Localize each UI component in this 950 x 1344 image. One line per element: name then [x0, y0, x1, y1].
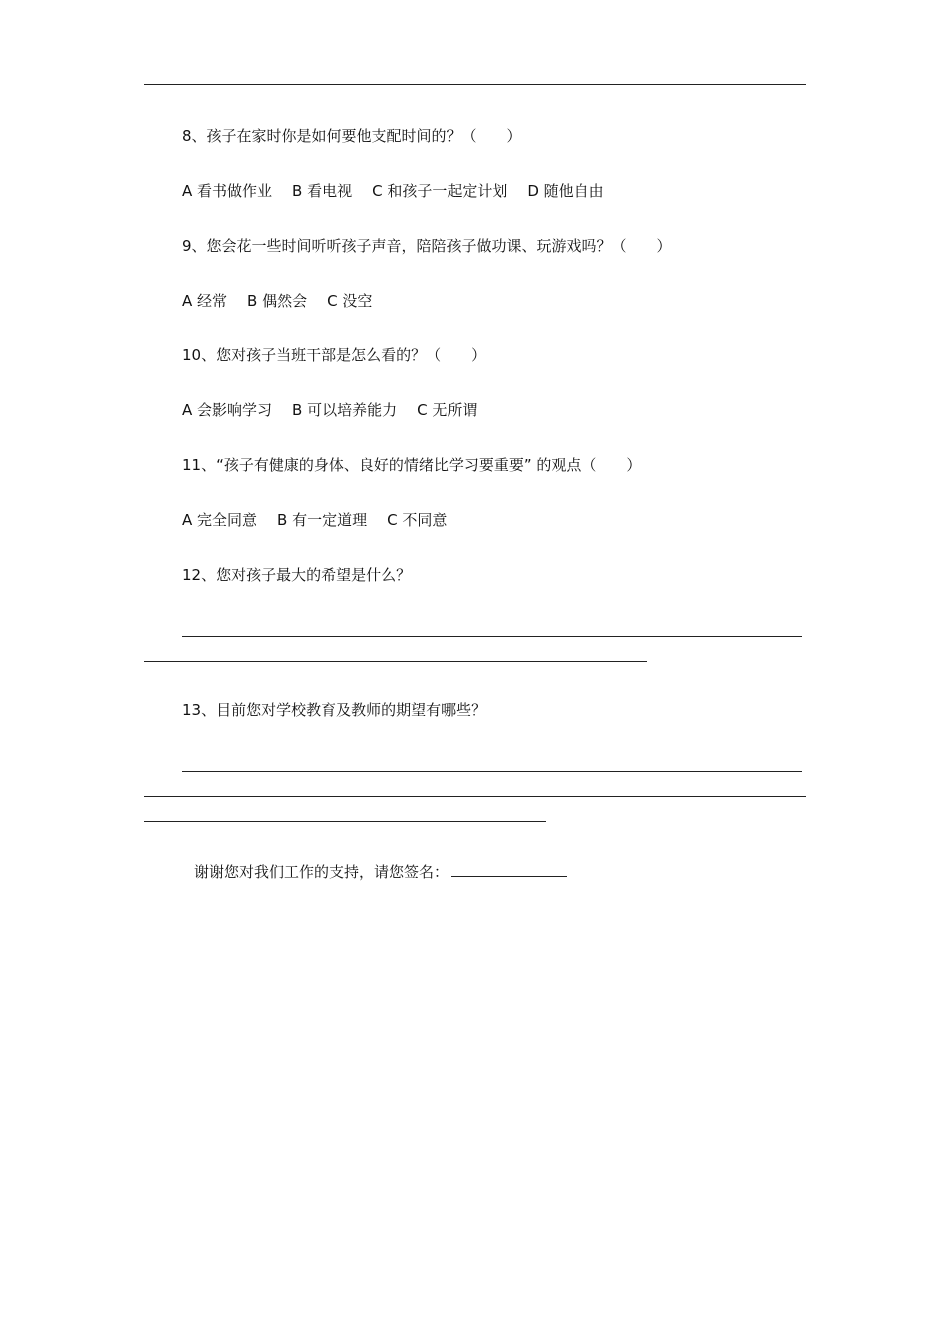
- option-8c: C 和孩子一起定计划: [372, 182, 508, 200]
- option-10b: B 可以培养能力: [292, 401, 398, 419]
- option-8a: A 看书做作业: [182, 182, 273, 200]
- question-10: 10、您对孩子当班干部是怎么看的？（ ）: [182, 346, 487, 364]
- question-8: 8、孩子在家时你是如何要他支配时间的？（ ）: [182, 127, 522, 145]
- question-13: 13、目前您对学校教育及教师的期望有哪些？: [182, 701, 487, 719]
- option-11c: C 不同意: [387, 511, 448, 529]
- answer-line-12a[interactable]: [182, 636, 802, 637]
- question-10-options: [182, 400, 477, 420]
- question-11: 11、“孩子有健康的身体、良好的情绪比学习要重要” 的观点（ ）: [182, 456, 642, 474]
- option-10c: C 无所谓: [417, 401, 478, 419]
- answer-line-12b[interactable]: [144, 661, 647, 662]
- answer-line-13c[interactable]: [144, 821, 546, 822]
- option-9c: C 没空: [327, 292, 373, 310]
- question-12: 12、您对孩子最大的希望是什么？: [182, 566, 412, 584]
- option-11b: B 有一定道理: [277, 511, 368, 529]
- question-8-options: [182, 181, 604, 201]
- option-10a: A 会影响学习: [182, 401, 273, 419]
- option-8d: D 随他自由: [527, 182, 604, 200]
- answer-line-13a[interactable]: [182, 771, 802, 772]
- closing-text: 谢谢您对我们工作的支持，请您签名：: [194, 863, 450, 881]
- answer-line-13b[interactable]: [144, 796, 806, 797]
- signature-field[interactable]: [451, 860, 567, 877]
- closing-signature-line: [194, 860, 567, 882]
- option-9a: A 经常: [182, 292, 228, 310]
- option-8b: B 看电视: [292, 182, 353, 200]
- question-11-options: [182, 510, 447, 530]
- option-11a: A 完全同意: [182, 511, 258, 529]
- question-9-options: [182, 291, 372, 311]
- question-9: 9、您会花一些时间听听孩子声音，陪陪孩子做功课、玩游戏吗？（ ）: [182, 237, 672, 255]
- top-answer-line: [144, 84, 806, 85]
- option-9b: B 偶然会: [247, 292, 308, 310]
